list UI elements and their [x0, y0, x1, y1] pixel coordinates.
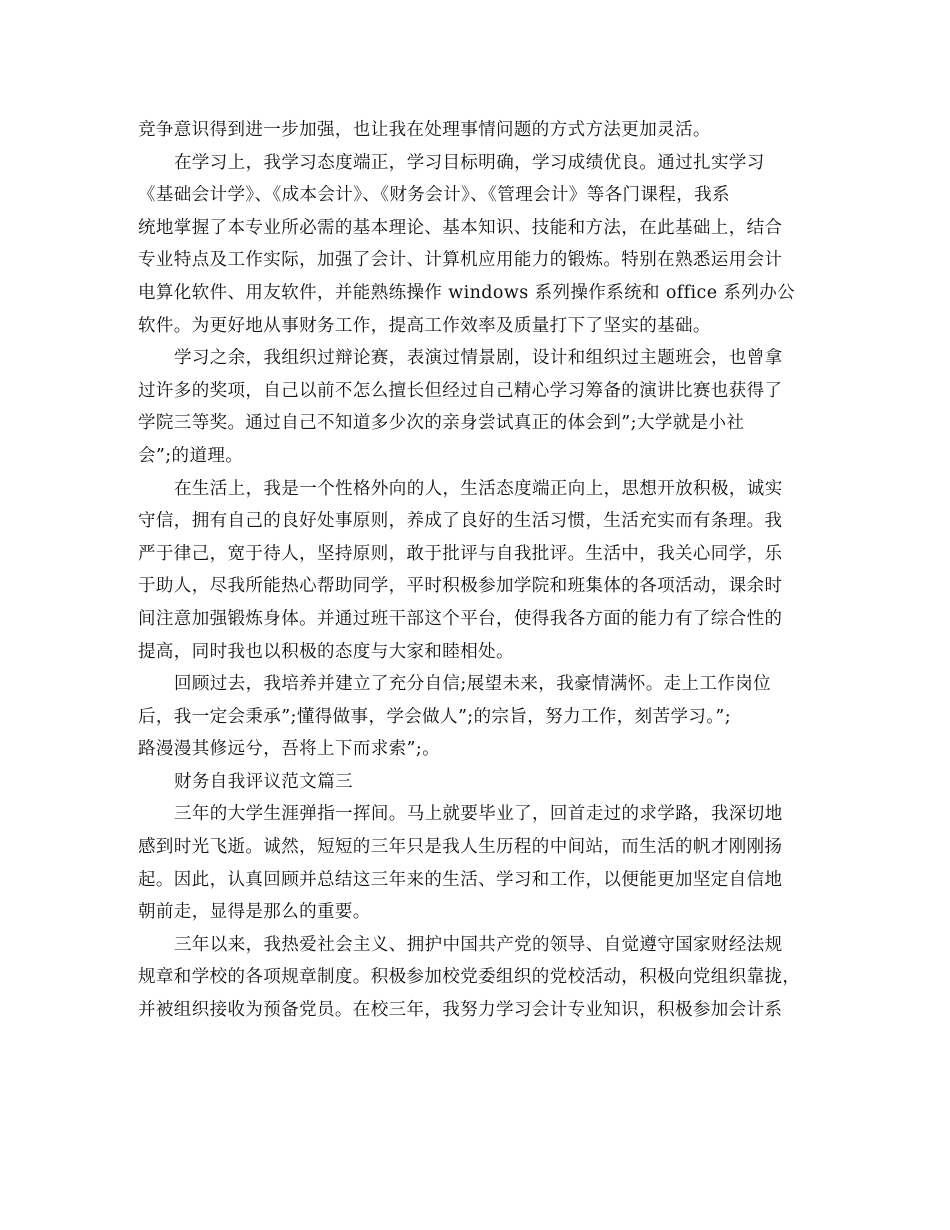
text-line: 并被组织接收为预备党员。在校三年，我努力学习会计专业知识，积极参加会计系 — [138, 1000, 783, 1021]
text-line: 守信，拥有自己的良好处事原则，养成了良好的生活习惯，生活充实而有条理。我 — [138, 511, 783, 532]
text-line: 提高，同时我也以积极的态度与大家和睦相处。 — [138, 641, 514, 662]
paragraph — [138, 147, 816, 343]
text-line: 后，我一定会秉承”;懂得做事，学会做人”;的宗旨，努力工作，刻苦学习。”; — [138, 706, 732, 727]
paragraph — [138, 929, 816, 1027]
text-line: 三年的大学生涯弹指一挥间。马上就要毕业了，回首走过的求学路，我深切地 — [174, 804, 783, 825]
text-line: 在学习上，我学习态度端正，学习目标明确，学习成绩优良。通过扎实学习 — [174, 152, 765, 173]
text-line: 学院三等奖。通过自己不知道多少次的亲身尝试真正的体会到”;大学就是小社 — [138, 413, 745, 434]
text-line: 于助人，尽我所能热心帮助同学，平时积极参加学院和班集体的各项活动，课余时 — [138, 576, 783, 597]
text-line: 感到时光飞逝。诚然，短短的三年只是我人生历程的中间站，而生活的帆才刚刚扬 — [138, 837, 783, 858]
text-line: 会”;的道理。 — [138, 445, 244, 466]
text-line: 统地掌握了本专业所必需的基本理论、基本知识、技能和方法，在此基础上，结合 — [138, 217, 783, 238]
text-line: 财务自我评议范文篇三 — [174, 771, 353, 792]
text-line: 严于律己，宽于待人，坚持原则，敢于批评与自我批评。生活中，我关心同学，乐 — [138, 543, 783, 564]
paragraph — [138, 342, 816, 472]
text-line: 回顾过去，我培养并建立了充分自信;展望未来，我豪情满怀。走上工作岗位 — [174, 674, 771, 695]
text-line: 软件。为更好地从事财务工作，提高工作效率及质量打下了坚实的基础。 — [138, 315, 711, 336]
text-line: 电算化软件、用友软件，并能熟练操作 windows 系列操作系统和 office 系列办公 — [138, 282, 796, 303]
text-line: 学习之余，我组织过辩论赛，表演过情景剧，设计和组织过主题班会，也曾拿 — [174, 348, 783, 369]
text-line: 竞争意识得到进一步加强，也让我在处理事情问题的方式方法更加灵活。 — [138, 120, 711, 140]
text-line: 《基础会计学》、《成本会计》、《财务会计》、《管理会计》等各门课程，我系 — [138, 185, 730, 206]
text-line: 起。因此，认真回顾并总结这三年来的生活、学习和工作，以便能更加坚定自信地 — [138, 869, 783, 890]
paragraph — [138, 766, 816, 799]
paragraph — [138, 668, 816, 766]
text-line: 三年以来，我热爱社会主义、拥护中国共产党的领导、自觉遵守国家财经法规 — [174, 934, 783, 955]
text-line: 专业特点及工作实际，加强了会计、计算机应用能力的锻炼。特别在熟悉运用会计 — [138, 250, 783, 271]
text-line: 间注意加强锻炼身体。并通过班干部这个平台，使得我各方面的能力有了综合性的 — [138, 608, 783, 629]
text-line: 在生活上，我是一个性格外向的人，生活态度端正向上，思想开放积极，诚实 — [174, 478, 783, 499]
paragraph — [138, 114, 816, 147]
paragraph — [138, 473, 816, 669]
document-body — [138, 114, 816, 1027]
text-line: 路漫漫其修远兮，吾将上下而求索”;。 — [138, 739, 441, 760]
text-line: 规章和学校的各项规章制度。积极参加校党委组织的党校活动，积极向党组织靠拢， — [138, 967, 801, 988]
text-line: 朝前走，显得是那么的重要。 — [138, 902, 371, 923]
paragraph — [138, 798, 816, 928]
text-line: 过许多的奖项，自己以前不怎么擅长但经过自己精心学习筹备的演讲比赛也获得了 — [138, 380, 783, 401]
